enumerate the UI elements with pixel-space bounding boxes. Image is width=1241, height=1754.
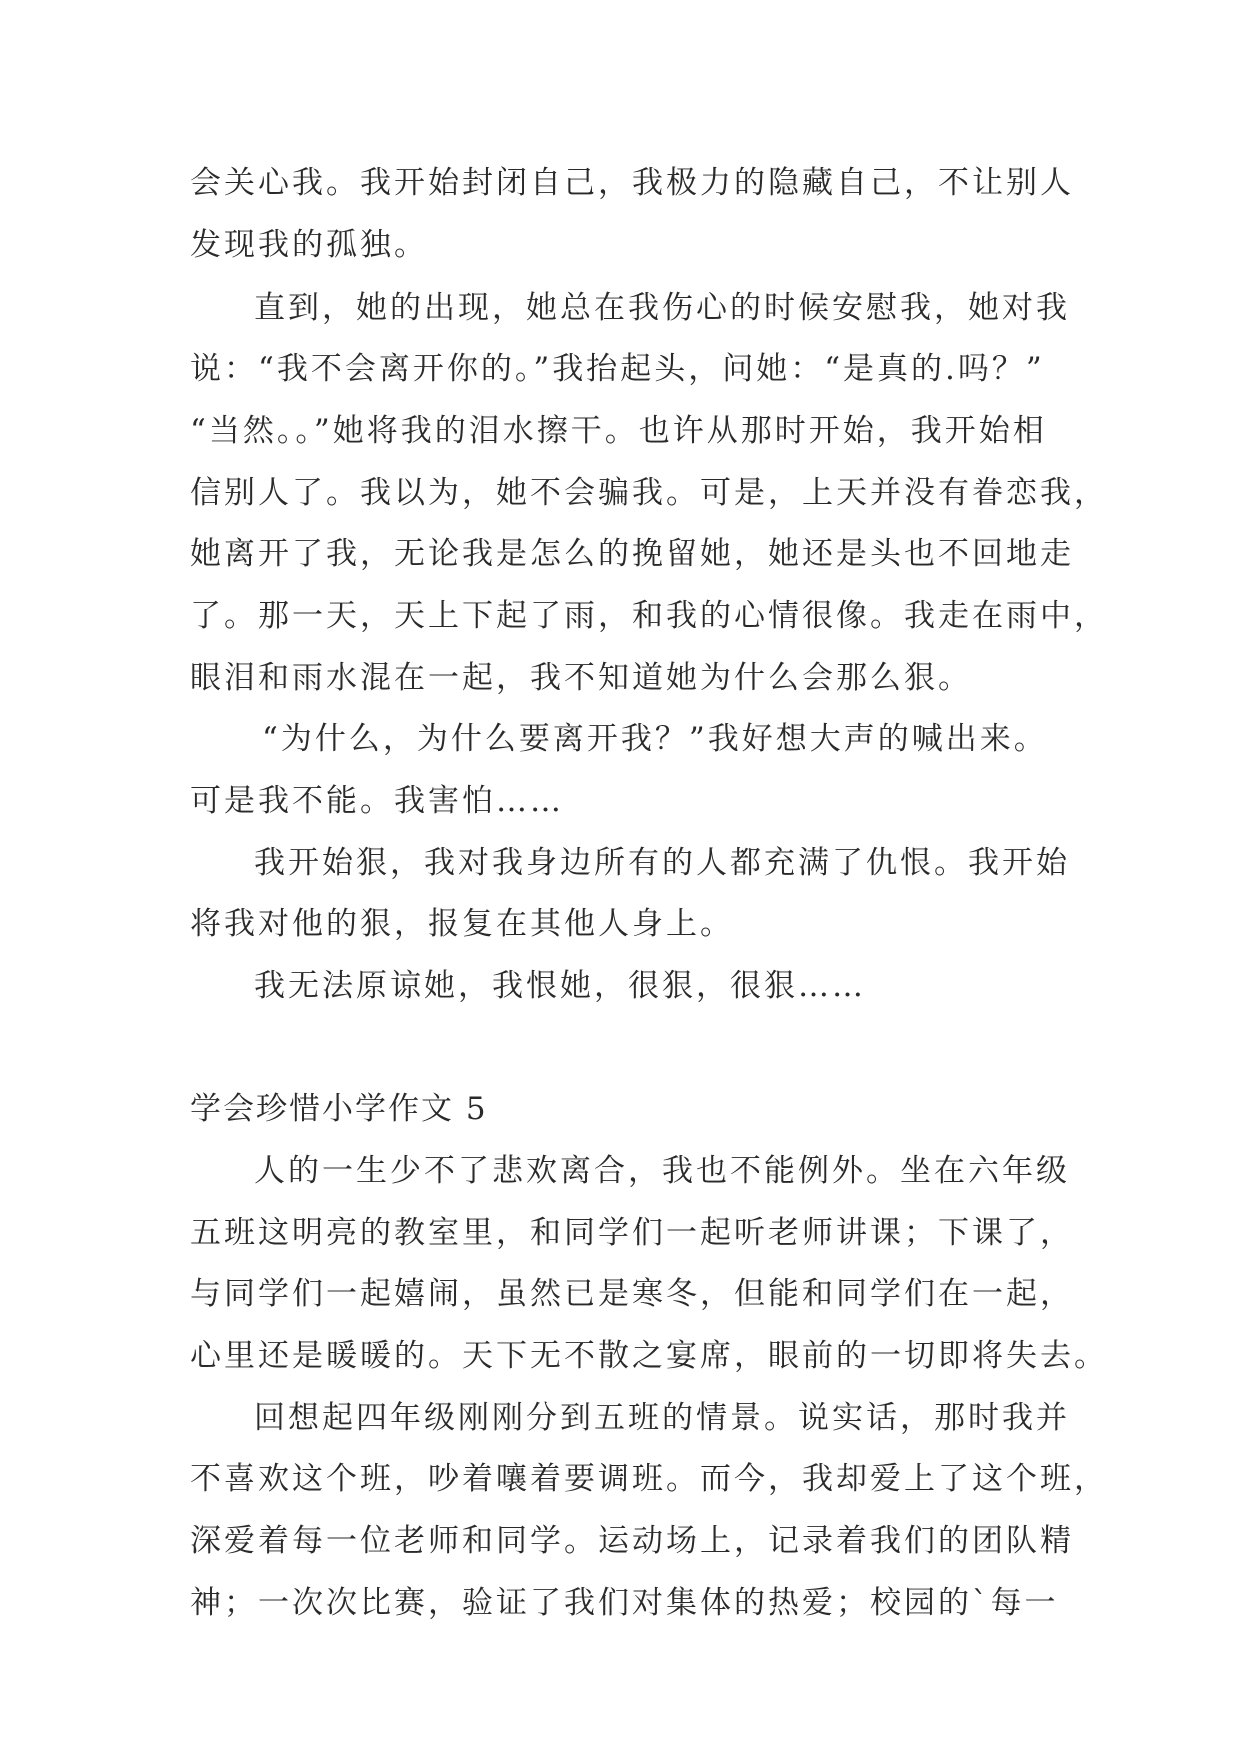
- text-line: “为什么，为什么要离开我？”我好想大声的喊出来。: [262, 721, 1048, 757]
- text-line: 我开始狠，我对我身边所有的人都充满了仇恨。我开始: [254, 845, 1070, 881]
- text-line: 她离开了我，无论我是怎么的挽留她，她还是头也不回地走: [190, 536, 1074, 572]
- text-line: 发现我的孤独。: [190, 227, 428, 263]
- text-line: 了。那一天，天上下起了雨，和我的心情很像。我走在雨中，: [190, 598, 1108, 634]
- section-heading: 学会珍惜小学作文 5: [190, 1091, 488, 1127]
- text-line: 人的一生少不了悲欢离合，我也不能例外。坐在六年级: [254, 1153, 1070, 1189]
- text-line: “当然。。”她将我的泪水擦干。也许从那时开始，我开始相: [190, 413, 1047, 449]
- text-line: 我无法原谅她，我恨她，很狠，很狠……: [254, 968, 866, 1004]
- text-line: 可是我不能。我害怕……: [190, 783, 564, 819]
- text-line: 回想起四年级刚刚分到五班的情景。说实话，那时我并: [254, 1400, 1070, 1436]
- text-line: 不喜欢这个班，吵着嚷着要调班。而今，我却爱上了这个班，: [190, 1461, 1108, 1497]
- text-line: 与同学们一起嬉闹，虽然已是寒冬，但能和同学们在一起，: [190, 1276, 1074, 1312]
- text-line: 神；一次次比赛，验证了我们对集体的热爱；校园的`每一: [190, 1585, 1059, 1621]
- text-line: 信别人了。我以为，她不会骗我。可是，上天并没有眷恋我，: [190, 475, 1108, 511]
- text-line: 深爱着每一位老师和同学。运动场上，记录着我们的团队精: [190, 1523, 1074, 1559]
- text-line: 心里还是暖暖的。天下无不散之宴席，眼前的一切即将失去。: [190, 1338, 1108, 1374]
- text-line: 眼泪和雨水混在一起，我不知道她为什么会那么狠。: [190, 660, 972, 696]
- text-line: 会关心我。我开始封闭自己，我极力的隐藏自己，不让别人: [190, 165, 1074, 201]
- text-line: 将我对他的狠，报复在其他人身上。: [190, 906, 734, 942]
- text-line: 直到，她的出现，她总在我伤心的时候安慰我，她对我: [254, 290, 1070, 326]
- text-line: 五班这明亮的教室里，和同学们一起听老师讲课；下课了，: [190, 1215, 1074, 1251]
- text-line: 说：“我不会离开你的。”我抬起头，问她：“是真的.吗？”: [190, 351, 1045, 387]
